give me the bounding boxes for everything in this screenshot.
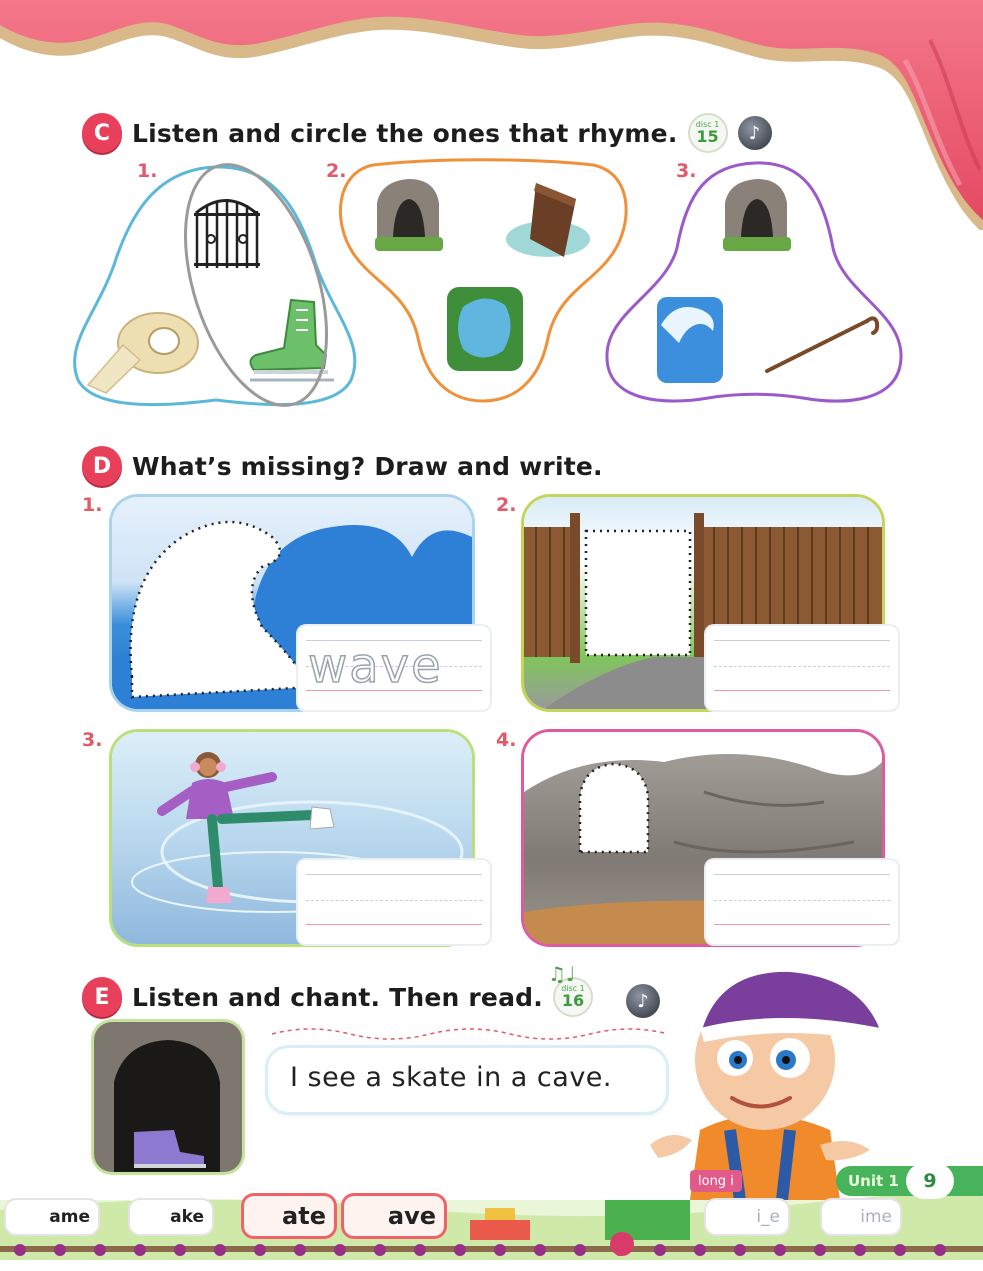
rhyme-group-1 (66, 155, 366, 415)
page-number: 9 (906, 1163, 954, 1199)
section-d-header (82, 446, 603, 486)
chant-text: I see a skate in a cave. (290, 1062, 612, 1093)
answer-box-4[interactable] (706, 860, 898, 944)
cave-picture (723, 179, 791, 251)
section-d-badge: D (82, 446, 122, 486)
phonics-tag-ake: ake (130, 1200, 212, 1234)
unit-label: Unit 1 (848, 1172, 899, 1190)
phonics-tag-ime: ime (822, 1200, 900, 1234)
answer-box-3[interactable] (298, 860, 490, 944)
item-number: 4. (496, 729, 517, 751)
wave-picture (657, 297, 723, 383)
audio-track-badge[interactable]: disc 1 15 (688, 113, 728, 153)
boy-character (640, 950, 890, 1200)
phonics-tag-i-e: i_e (706, 1200, 788, 1234)
item-number: 2. (326, 160, 347, 182)
unit-page-bar (836, 1166, 983, 1196)
answer-box-2[interactable] (706, 626, 898, 710)
item-number: 2. (496, 494, 517, 516)
item-number: 3. (82, 729, 103, 751)
chant-rhythm-line (270, 1022, 670, 1046)
music-note-icon: ♫♩ (548, 962, 576, 986)
rhyme-group-2 (333, 153, 633, 413)
speaker-icon[interactable]: ♪ (626, 984, 660, 1018)
trace-word: wave (308, 638, 443, 694)
cave-picture (375, 179, 443, 251)
audio-track-badge[interactable]: disc 1 16 (553, 977, 593, 1017)
phonics-tag-ave: ave (344, 1196, 444, 1236)
long-vowel-label: long i (690, 1170, 742, 1192)
answer-box-1[interactable] (298, 626, 490, 710)
section-c-title: Listen and circle the ones that rhyme. (132, 118, 678, 148)
section-e-badge: E (82, 977, 122, 1017)
item-number: 1. (137, 160, 158, 182)
cave-skate-picture (94, 1022, 242, 1172)
item-number: 3. (676, 160, 697, 182)
section-e-header (82, 977, 593, 1017)
lake-picture (447, 287, 523, 371)
section-e-title: Listen and chant. Then read. (132, 982, 543, 1012)
phonics-tag-ate: ate (244, 1196, 334, 1236)
section-d-title: What’s missing? Draw and write. (132, 451, 603, 481)
section-c-header (82, 113, 772, 153)
rhyme-group-3 (603, 153, 908, 413)
section-c-badge: C (82, 113, 122, 153)
chant-bubble (268, 1048, 666, 1112)
speaker-icon[interactable]: ♪ (738, 116, 772, 150)
phonics-tag-ame: ame (6, 1200, 98, 1234)
item-number: 1. (82, 494, 103, 516)
